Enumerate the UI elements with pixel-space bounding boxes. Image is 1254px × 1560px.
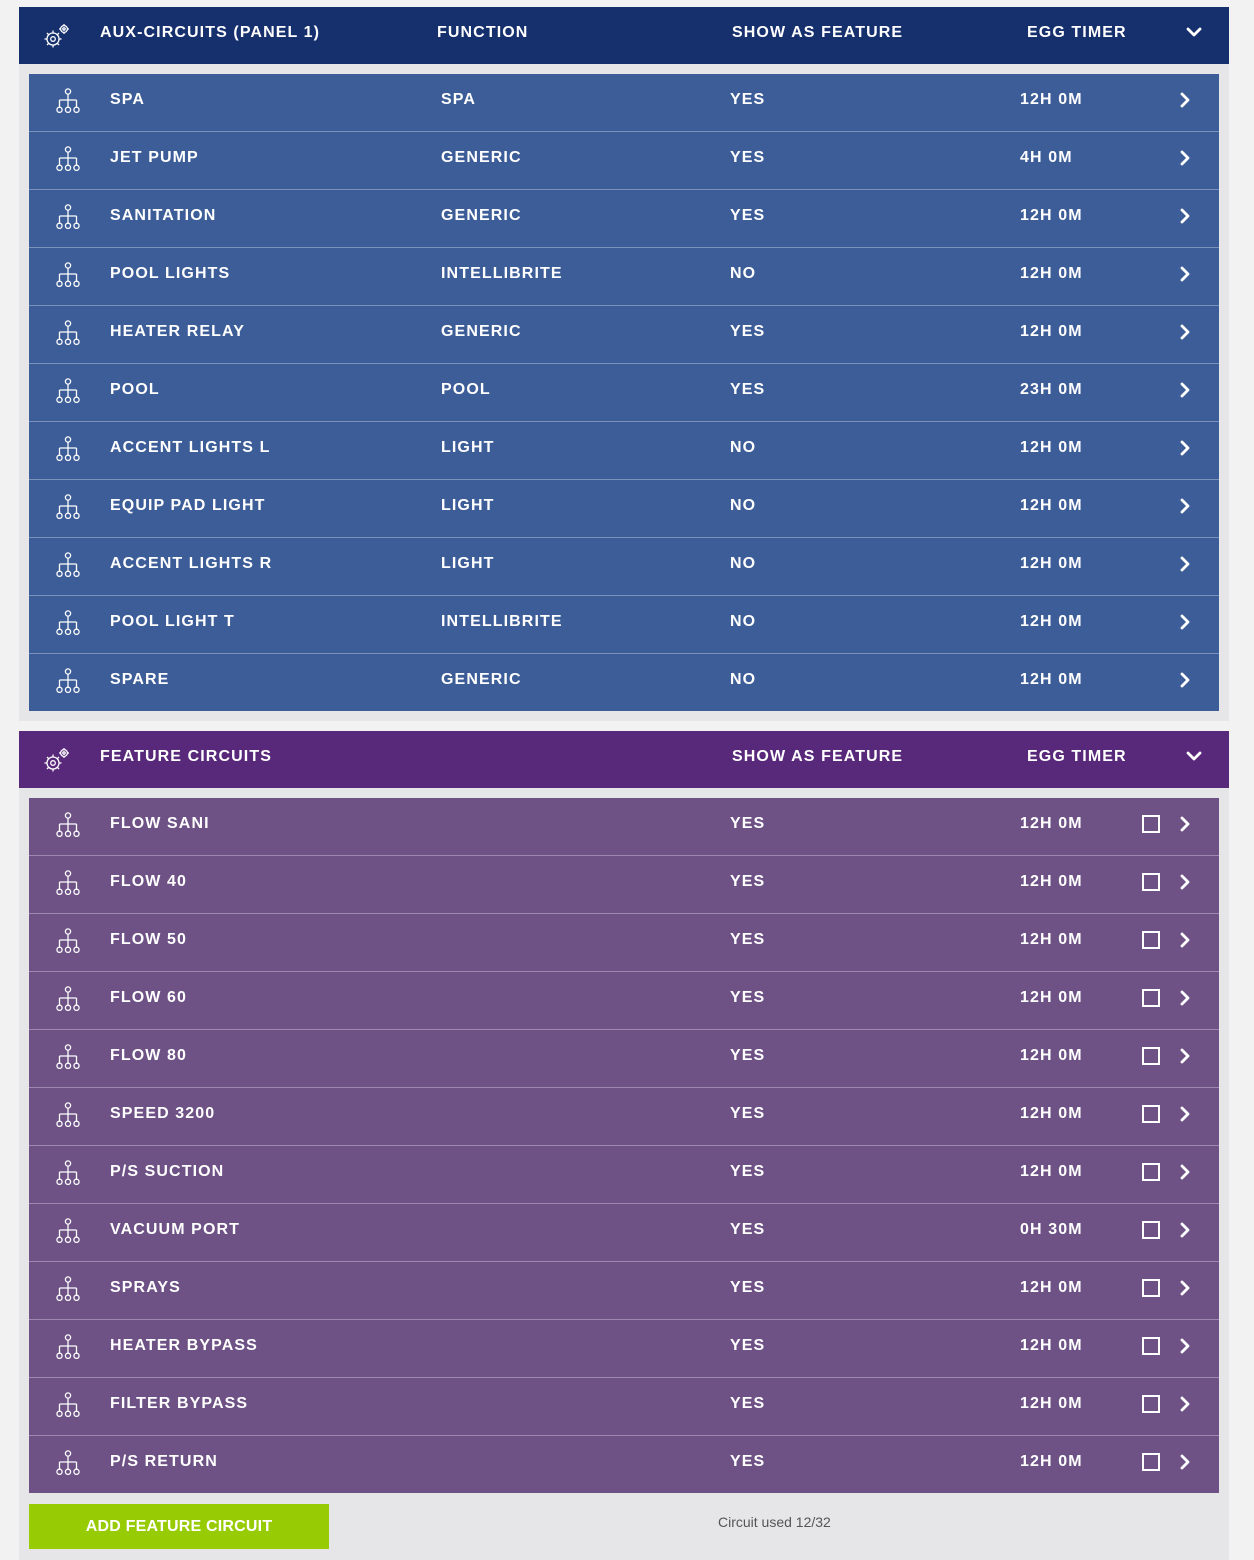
egg-timer-column-header: EGG TIMER	[1027, 748, 1127, 765]
show-as-feature-value: YES	[730, 815, 766, 832]
circuit-name: FLOW 50	[110, 931, 188, 948]
select-checkbox[interactable]	[1142, 989, 1160, 1007]
feature-circuit-row[interactable]	[29, 1320, 1219, 1378]
egg-timer-value: 12H 0M	[1020, 613, 1083, 630]
show-as-feature-value: YES	[730, 1453, 766, 1470]
egg-timer-value: 23H 0M	[1020, 381, 1083, 398]
feature-circuit-row[interactable]	[29, 856, 1219, 914]
select-checkbox[interactable]	[1142, 1279, 1160, 1297]
circuit-name: HEATER RELAY	[110, 323, 245, 340]
circuit-tree-icon	[55, 928, 81, 954]
circuit-tree-icon	[55, 1044, 81, 1070]
circuit-name: ACCENT LIGHTS R	[110, 555, 273, 572]
show-as-feature-value: NO	[730, 265, 757, 282]
circuit-tree-icon	[55, 1102, 81, 1128]
circuit-tree-icon	[55, 1218, 81, 1244]
show-as-feature-value: YES	[730, 1337, 766, 1354]
show-as-feature-value: NO	[730, 613, 757, 630]
egg-timer-value: 12H 0M	[1020, 815, 1083, 832]
egg-timer-value: 12H 0M	[1020, 1453, 1083, 1470]
circuit-function: LIGHT	[441, 555, 495, 572]
circuit-tree-icon	[55, 262, 81, 288]
circuit-name: SPRAYS	[110, 1279, 181, 1296]
circuit-name: SPEED 3200	[110, 1105, 216, 1122]
circuit-name: P/S RETURN	[110, 1453, 218, 1470]
circuit-function: GENERIC	[441, 323, 522, 340]
chevron-right-icon[interactable]	[1178, 149, 1192, 167]
circuit-tree-icon	[55, 146, 81, 172]
chevron-right-icon[interactable]	[1178, 323, 1192, 341]
function-column-header: FUNCTION	[437, 24, 529, 41]
circuit-function: INTELLIBRITE	[441, 613, 563, 630]
egg-timer-value: 12H 0M	[1020, 323, 1083, 340]
gear-icon[interactable]	[43, 23, 71, 49]
feature-circuit-row[interactable]	[29, 1436, 1219, 1493]
gear-icon[interactable]	[43, 747, 71, 773]
circuit-name: FLOW 40	[110, 873, 188, 890]
circuit-function: SPA	[441, 91, 477, 108]
circuit-tree-icon	[55, 812, 81, 838]
circuit-function: GENERIC	[441, 671, 522, 688]
show-as-feature-column-header: SHOW AS FEATURE	[732, 24, 904, 41]
circuit-name: POOL LIGHT T	[110, 613, 235, 630]
aux-circuit-row[interactable]	[29, 654, 1219, 711]
aux-circuit-row[interactable]	[29, 132, 1219, 190]
show-as-feature-value: YES	[730, 989, 766, 1006]
circuit-name: HEATER BYPASS	[110, 1337, 258, 1354]
egg-timer-value: 12H 0M	[1020, 873, 1083, 890]
egg-timer-value: 0H 30M	[1020, 1221, 1083, 1238]
circuit-name: EQUIP PAD LIGHT	[110, 497, 266, 514]
circuit-function: GENERIC	[441, 149, 522, 166]
circuit-name: VACUUM PORT	[110, 1221, 241, 1238]
circuit-name: POOL	[110, 381, 160, 398]
egg-timer-value: 12H 0M	[1020, 1279, 1083, 1296]
feature-circuit-row[interactable]	[29, 972, 1219, 1030]
show-as-feature-value: YES	[730, 873, 766, 890]
feature-circuit-row[interactable]	[29, 1146, 1219, 1204]
chevron-right-icon[interactable]	[1178, 1395, 1192, 1413]
aux-circuit-row[interactable]	[29, 422, 1219, 480]
egg-timer-value: 12H 0M	[1020, 931, 1083, 948]
chevron-down-icon[interactable]	[1185, 23, 1203, 41]
select-checkbox[interactable]	[1142, 931, 1160, 949]
select-checkbox[interactable]	[1142, 1163, 1160, 1181]
feature-circuits-panel	[19, 731, 1229, 1560]
circuit-name: P/S SUCTION	[110, 1163, 225, 1180]
egg-timer-value: 12H 0M	[1020, 671, 1083, 688]
circuit-function: POOL	[441, 381, 491, 398]
circuit-tree-icon	[55, 1334, 81, 1360]
circuit-tree-icon	[55, 320, 81, 346]
circuit-function: LIGHT	[441, 497, 495, 514]
feature-circuit-row[interactable]	[29, 1088, 1219, 1146]
select-checkbox[interactable]	[1142, 1395, 1160, 1413]
chevron-right-icon[interactable]	[1178, 497, 1192, 515]
select-checkbox[interactable]	[1142, 873, 1160, 891]
circuit-tree-icon	[55, 552, 81, 578]
feature-circuit-row[interactable]	[29, 798, 1219, 856]
circuit-tree-icon	[55, 436, 81, 462]
chevron-right-icon[interactable]	[1178, 1163, 1192, 1181]
aux-circuit-row[interactable]	[29, 596, 1219, 654]
show-as-feature-value: YES	[730, 323, 766, 340]
egg-timer-value: 12H 0M	[1020, 439, 1083, 456]
circuit-name: FLOW 60	[110, 989, 188, 1006]
circuit-name: JET PUMP	[110, 149, 199, 166]
chevron-right-icon[interactable]	[1178, 989, 1192, 1007]
egg-timer-value: 12H 0M	[1020, 1105, 1083, 1122]
circuit-tree-icon	[55, 494, 81, 520]
aux-circuit-row[interactable]	[29, 480, 1219, 538]
egg-timer-value: 12H 0M	[1020, 1163, 1083, 1180]
chevron-right-icon[interactable]	[1178, 1453, 1192, 1471]
show-as-feature-value: YES	[730, 1047, 766, 1064]
egg-timer-value: 12H 0M	[1020, 555, 1083, 572]
chevron-right-icon[interactable]	[1178, 1105, 1192, 1123]
circuit-name: SANITATION	[110, 207, 217, 224]
circuit-function: LIGHT	[441, 439, 495, 456]
circuit-tree-icon	[55, 88, 81, 114]
show-as-feature-value: YES	[730, 931, 766, 948]
show-as-feature-value: YES	[730, 1279, 766, 1296]
chevron-right-icon[interactable]	[1178, 91, 1192, 109]
show-as-feature-value: YES	[730, 1221, 766, 1238]
aux-circuits-list	[29, 74, 1219, 711]
egg-timer-value: 12H 0M	[1020, 989, 1083, 1006]
chevron-right-icon[interactable]	[1178, 671, 1192, 689]
feature-circuit-row[interactable]	[29, 1262, 1219, 1320]
circuit-tree-icon	[55, 378, 81, 404]
aux-circuit-row[interactable]	[29, 306, 1219, 364]
chevron-right-icon[interactable]	[1178, 439, 1192, 457]
chevron-right-icon[interactable]	[1178, 1047, 1192, 1065]
circuit-tree-icon	[55, 668, 81, 694]
show-as-feature-value: NO	[730, 497, 757, 514]
egg-timer-value: 12H 0M	[1020, 207, 1083, 224]
show-as-feature-value: YES	[730, 1105, 766, 1122]
circuit-tree-icon	[55, 1160, 81, 1186]
show-as-feature-value: YES	[730, 91, 766, 108]
circuit-name: ACCENT LIGHTS L	[110, 439, 271, 456]
aux-circuit-row[interactable]	[29, 190, 1219, 248]
circuit-tree-icon	[55, 870, 81, 896]
aux-circuit-row[interactable]	[29, 248, 1219, 306]
chevron-right-icon[interactable]	[1178, 1221, 1192, 1239]
circuit-function: GENERIC	[441, 207, 522, 224]
circuit-name: SPARE	[110, 671, 170, 688]
select-checkbox[interactable]	[1142, 1047, 1160, 1065]
egg-timer-value: 12H 0M	[1020, 1395, 1083, 1412]
aux-circuits-title: AUX-CIRCUITS (PANEL 1)	[100, 24, 321, 41]
circuit-name: FLOW SANI	[110, 815, 210, 832]
show-as-feature-value: YES	[730, 1163, 766, 1180]
chevron-right-icon[interactable]	[1178, 1337, 1192, 1355]
select-checkbox[interactable]	[1142, 1453, 1160, 1471]
show-as-feature-value: YES	[730, 149, 766, 166]
egg-timer-value: 4H 0M	[1020, 149, 1073, 166]
egg-timer-value: 12H 0M	[1020, 91, 1083, 108]
select-checkbox[interactable]	[1142, 1105, 1160, 1123]
egg-timer-value: 12H 0M	[1020, 497, 1083, 514]
chevron-right-icon[interactable]	[1178, 381, 1192, 399]
chevron-right-icon[interactable]	[1178, 613, 1192, 631]
aux-circuits-header[interactable]	[19, 7, 1229, 64]
chevron-right-icon[interactable]	[1178, 1279, 1192, 1297]
chevron-right-icon[interactable]	[1178, 555, 1192, 573]
feature-circuit-row[interactable]	[29, 914, 1219, 972]
egg-timer-value: 12H 0M	[1020, 1047, 1083, 1064]
feature-circuits-list	[29, 798, 1219, 1493]
circuit-name: POOL LIGHTS	[110, 265, 231, 282]
feature-circuit-row[interactable]	[29, 1204, 1219, 1262]
circuit-name: SPA	[110, 91, 146, 108]
show-as-feature-value: YES	[730, 207, 766, 224]
feature-circuits-header[interactable]	[19, 731, 1229, 788]
circuit-tree-icon	[55, 1450, 81, 1476]
feature-circuit-row[interactable]	[29, 1378, 1219, 1436]
circuit-usage-text: Circuit used 12/32	[718, 1514, 831, 1530]
show-as-feature-value: NO	[730, 671, 757, 688]
show-as-feature-value: NO	[730, 555, 757, 572]
chevron-down-icon[interactable]	[1185, 747, 1203, 765]
chevron-right-icon[interactable]	[1178, 207, 1192, 225]
select-checkbox[interactable]	[1142, 1221, 1160, 1239]
select-checkbox[interactable]	[1142, 1337, 1160, 1355]
circuit-tree-icon	[55, 986, 81, 1012]
chevron-right-icon[interactable]	[1178, 873, 1192, 891]
aux-circuit-row[interactable]	[29, 74, 1219, 132]
show-as-feature-column-header: SHOW AS FEATURE	[732, 748, 904, 765]
aux-circuit-row[interactable]	[29, 364, 1219, 422]
chevron-right-icon[interactable]	[1178, 265, 1192, 283]
aux-circuit-row[interactable]	[29, 538, 1219, 596]
circuit-tree-icon	[55, 204, 81, 230]
circuit-function: INTELLIBRITE	[441, 265, 563, 282]
circuit-tree-icon	[55, 1392, 81, 1418]
feature-circuits-title: FEATURE CIRCUITS	[100, 748, 272, 765]
egg-timer-value: 12H 0M	[1020, 1337, 1083, 1354]
show-as-feature-value: NO	[730, 439, 757, 456]
feature-circuit-row[interactable]	[29, 1030, 1219, 1088]
egg-timer-value: 12H 0M	[1020, 265, 1083, 282]
circuit-tree-icon	[55, 1276, 81, 1302]
circuit-name: FILTER BYPASS	[110, 1395, 249, 1412]
circuit-tree-icon	[55, 610, 81, 636]
show-as-feature-value: YES	[730, 1395, 766, 1412]
circuit-name: FLOW 80	[110, 1047, 188, 1064]
select-checkbox[interactable]	[1142, 815, 1160, 833]
chevron-right-icon[interactable]	[1178, 931, 1192, 949]
aux-circuits-panel	[19, 7, 1229, 721]
egg-timer-column-header: EGG TIMER	[1027, 24, 1127, 41]
chevron-right-icon[interactable]	[1178, 815, 1192, 833]
show-as-feature-value: YES	[730, 381, 766, 398]
add-feature-circuit-button[interactable]: ADD FEATURE CIRCUIT	[29, 1504, 329, 1549]
